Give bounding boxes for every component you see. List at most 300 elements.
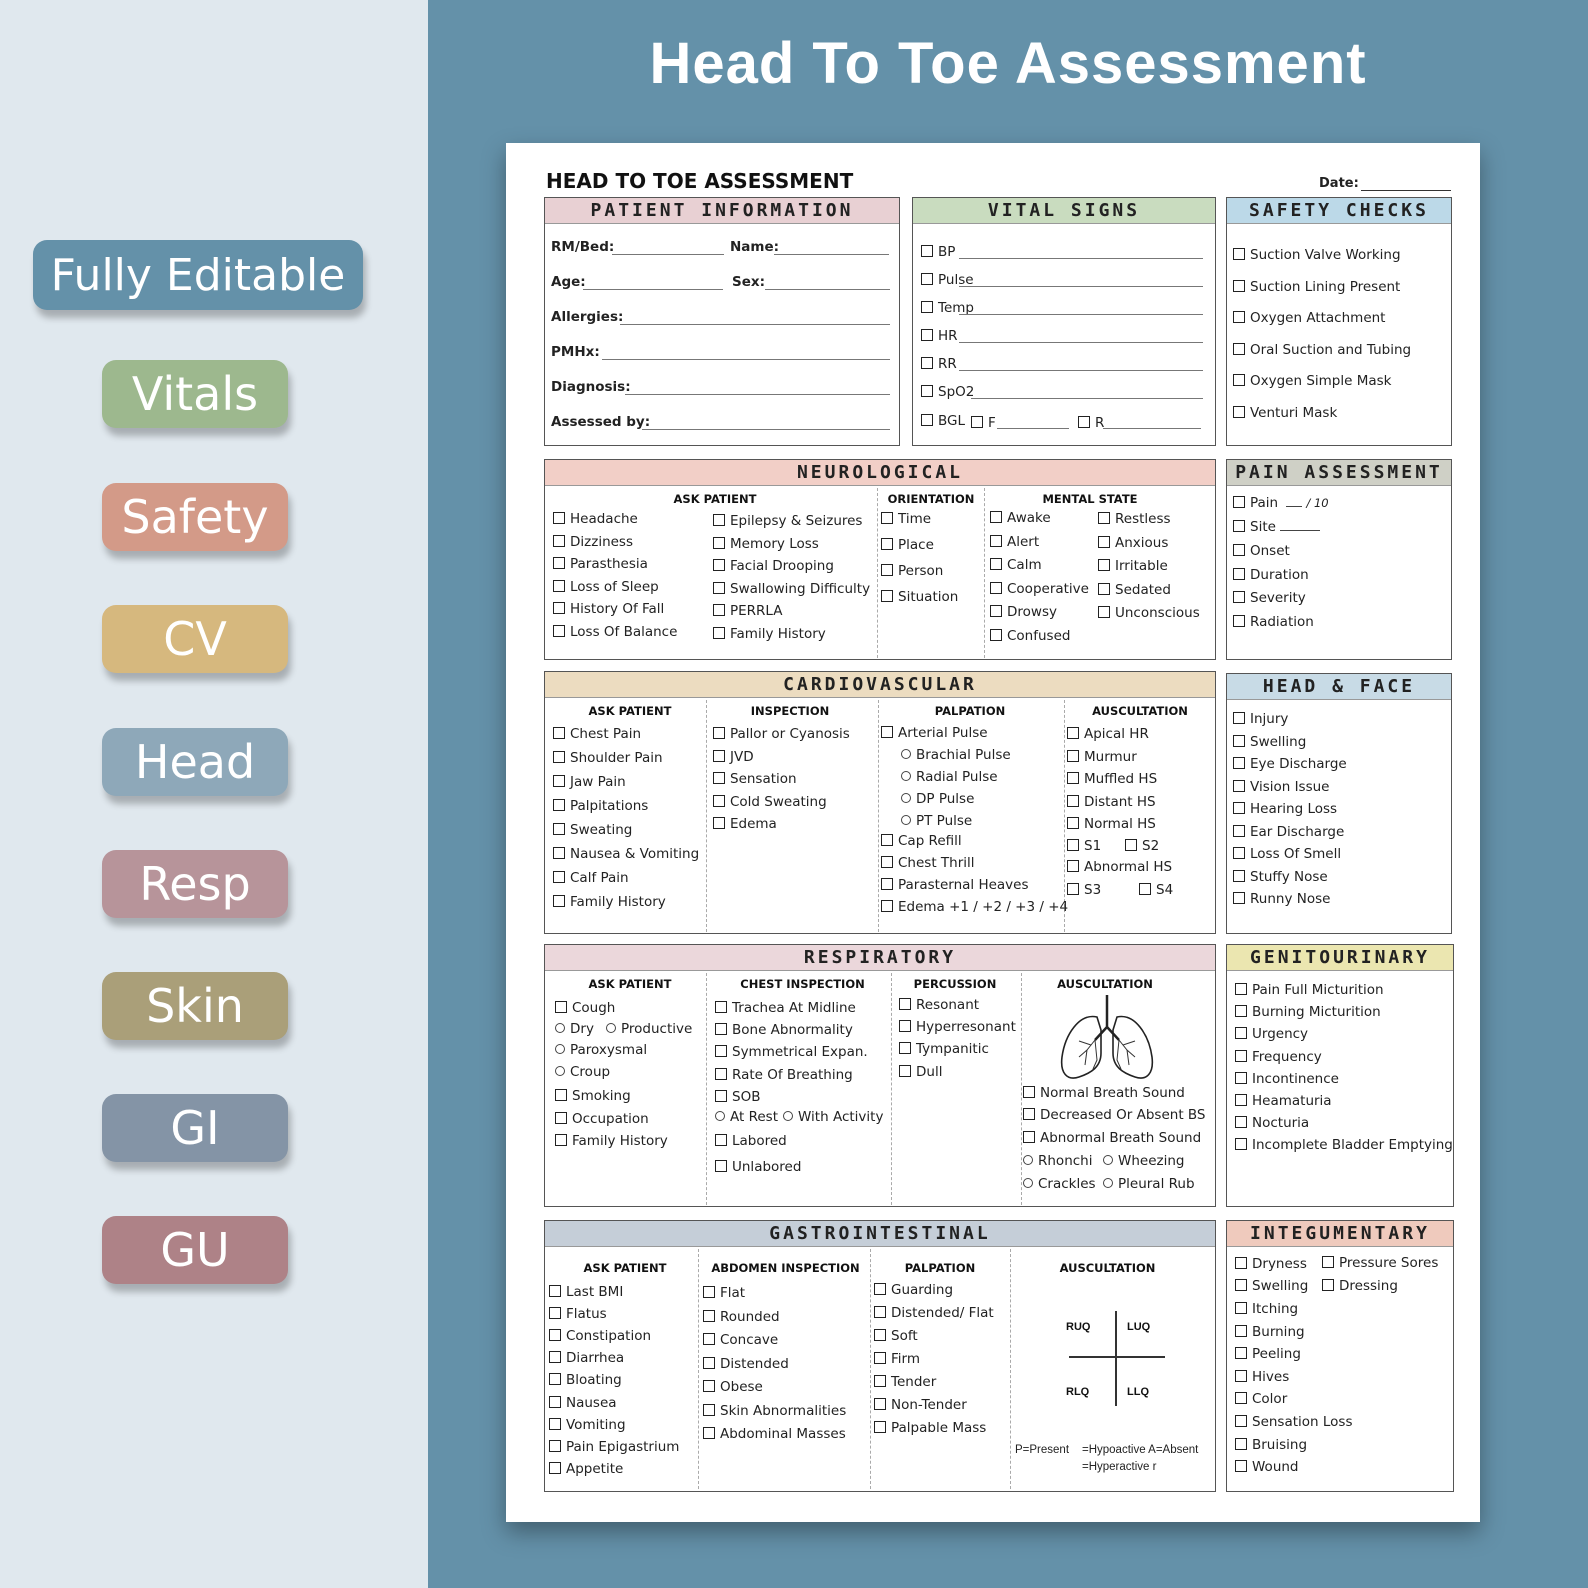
check-item-wheezing[interactable] [1103,1155,1184,1169]
check-item-muffled-hs[interactable] [1067,772,1157,787]
check-item-normal-hs[interactable] [1067,817,1156,832]
checkbox[interactable] [1233,248,1245,260]
checkbox[interactable] [921,301,933,313]
checkbox[interactable] [549,1440,561,1452]
checkbox[interactable] [874,1352,886,1364]
checkbox[interactable] [713,582,725,594]
check-item-dp-pulse[interactable] [901,793,974,807]
checkbox[interactable] [899,998,911,1010]
check-item-hearing-loss[interactable] [1233,802,1337,817]
checkbox[interactable] [553,823,565,835]
check-item-suction-valve-working[interactable] [1233,248,1401,263]
check-item-radiation[interactable] [1233,615,1314,630]
check-item-last-bmi[interactable] [549,1285,623,1300]
check-item-alert[interactable] [990,535,1039,550]
check-item-abnormal-breath-sound[interactable] [1023,1131,1201,1146]
check-item-duration[interactable] [1233,568,1309,583]
check-item-stuffy-nose[interactable] [1233,870,1328,885]
checkbox[interactable] [881,878,893,890]
check-item-pallor-or-cyanosis[interactable] [713,727,850,742]
vital-value-field[interactable] [1103,428,1201,429]
check-item-distended-flat[interactable] [874,1306,994,1321]
check-item-ear-discharge[interactable] [1233,825,1344,840]
checkbox[interactable] [1233,520,1245,532]
checkbox[interactable] [1067,839,1079,851]
checkbox[interactable] [899,1042,911,1054]
checkbox[interactable] [1235,1257,1247,1269]
checkbox[interactable] [1067,817,1079,829]
check-item-smoking[interactable] [555,1089,631,1104]
vital-value-field[interactable] [971,398,1203,399]
checkbox[interactable] [713,795,725,807]
check-item-family-history[interactable] [555,1134,668,1149]
check-item-venturi-mask[interactable] [1233,406,1337,421]
checkbox[interactable] [1067,860,1079,872]
checkbox[interactable] [553,871,565,883]
check-item-decreased-or-absent-bs[interactable] [1023,1108,1206,1123]
checkbox[interactable] [1235,1279,1247,1291]
checkbox[interactable] [553,512,565,524]
site-field[interactable] [1280,530,1320,531]
checkbox[interactable] [1235,1438,1247,1450]
checkbox[interactable] [713,727,725,739]
checkbox[interactable] [1233,496,1245,508]
check-item-palpitations[interactable] [553,799,648,814]
vital-value-field[interactable] [959,258,1203,259]
checkbox[interactable] [713,559,725,571]
check-item-murmur[interactable] [1067,750,1137,765]
checkbox[interactable] [713,817,725,829]
checkbox[interactable] [1233,892,1245,904]
checkbox[interactable] [553,625,565,637]
check-item-peeling[interactable] [1235,1347,1301,1362]
check-item-loss-of-balance[interactable] [553,625,677,640]
checkbox[interactable] [1235,1302,1247,1314]
checkbox[interactable] [990,558,1002,570]
checkbox[interactable] [1098,559,1110,571]
checkbox[interactable] [1233,311,1245,323]
name-field[interactable] [774,254,889,255]
check-item-wound[interactable] [1235,1460,1299,1475]
check-item-itching[interactable] [1235,1302,1298,1317]
check-item-soft[interactable] [874,1329,918,1344]
check-item-injury[interactable] [1233,712,1288,727]
radio-button[interactable] [715,1111,725,1121]
checkbox[interactable] [1235,1072,1247,1084]
check-item-non-tender[interactable] [874,1398,967,1413]
radio-button[interactable] [783,1111,793,1121]
check-item-epilepsy-seizures[interactable] [713,514,862,529]
check-item-rr[interactable] [921,357,957,372]
check-item-sweating[interactable] [553,823,632,838]
check-item-pain-epigastrium[interactable] [549,1440,679,1455]
checkbox[interactable] [713,514,725,526]
checkbox[interactable] [990,605,1002,617]
age-field[interactable] [583,289,723,290]
check-item-tympanitic[interactable] [899,1042,989,1057]
checkbox[interactable] [715,1001,727,1013]
checkbox[interactable] [713,772,725,784]
checkbox[interactable] [874,1306,886,1318]
checkbox[interactable] [1233,847,1245,859]
checkbox[interactable] [1098,606,1110,618]
check-item-unlabored[interactable] [715,1160,801,1175]
checkbox[interactable] [1098,536,1110,548]
checkbox[interactable] [1235,1138,1247,1150]
checkbox[interactable] [990,511,1002,523]
checkbox[interactable] [549,1329,561,1341]
checkbox[interactable] [553,727,565,739]
check-item-edema[interactable] [713,817,777,832]
check-item-irritable[interactable] [1098,559,1168,574]
check-item-f[interactable] [971,416,996,431]
checkbox[interactable] [1235,1347,1247,1359]
check-item-bruising[interactable] [1235,1438,1307,1453]
check-item-skin-abnormalities[interactable] [703,1404,846,1419]
checkbox[interactable] [874,1421,886,1433]
checkbox[interactable] [1235,1325,1247,1337]
radio-button[interactable] [555,1023,565,1033]
check-item-swelling[interactable] [1235,1279,1308,1294]
checkbox[interactable] [881,564,893,576]
check-item-trachea-at-midline[interactable] [715,1001,856,1016]
check-item-perrla[interactable] [713,604,783,619]
checkbox[interactable] [1233,374,1245,386]
check-item-oral-suction-and-tubing[interactable] [1233,343,1411,358]
checkbox[interactable] [1233,406,1245,418]
check-item-paroxysmal[interactable] [555,1044,647,1058]
sex-field[interactable] [765,289,890,290]
checkbox[interactable] [1233,735,1245,747]
pmhx-field[interactable] [602,359,890,360]
radio-button[interactable] [606,1023,616,1033]
check-item-memory-loss[interactable] [713,537,819,552]
checkbox[interactable] [553,895,565,907]
check-item-calm[interactable] [990,558,1042,573]
check-item-vision-issue[interactable] [1233,780,1330,795]
check-item-bp[interactable] [921,245,955,260]
check-item-cap-refill[interactable] [881,834,962,849]
check-item-vomiting[interactable] [549,1418,626,1433]
check-item-edema-1-2-3-4[interactable] [881,900,1068,915]
check-item-runny-nose[interactable] [1233,892,1330,907]
checkbox[interactable] [1322,1279,1334,1291]
checkbox[interactable] [1067,727,1079,739]
check-item-history-of-fall[interactable] [553,602,664,617]
checkbox[interactable] [553,602,565,614]
check-item-s1[interactable] [1067,839,1101,854]
check-item-spo2[interactable] [921,385,974,400]
check-item-flatus[interactable] [549,1307,607,1322]
check-item-hyperresonant[interactable] [899,1020,1016,1035]
rm-bed-field[interactable] [612,254,724,255]
check-item-rhonchi[interactable] [1023,1155,1092,1169]
check-item-person[interactable] [881,564,943,579]
radio-button[interactable] [901,815,911,825]
checkbox[interactable] [549,1462,561,1474]
checkbox[interactable] [1235,1005,1247,1017]
check-item-incomplete-bladder-emptying[interactable] [1235,1138,1453,1153]
checkbox[interactable] [1235,1392,1247,1404]
checkbox[interactable] [1233,544,1245,556]
checkbox[interactable] [874,1329,886,1341]
check-item-s4[interactable] [1139,883,1173,898]
check-item-labored[interactable] [715,1134,787,1149]
check-item-burning[interactable] [1235,1325,1305,1340]
check-item-symmetrical-expan-[interactable] [715,1045,868,1060]
check-item-swallowing-difficulty[interactable] [713,582,870,597]
checkbox[interactable] [553,775,565,787]
radio-button[interactable] [1103,1178,1113,1188]
check-item-oxygen-simple-mask[interactable] [1233,374,1392,389]
checkbox[interactable] [1233,712,1245,724]
check-item-chest-thrill[interactable] [881,856,975,871]
checkbox[interactable] [1125,839,1137,851]
check-item-diarrhea[interactable] [549,1351,624,1366]
check-item-parasthesia[interactable] [553,557,648,572]
check-item-jvd[interactable] [713,750,754,765]
check-item-crackles[interactable] [1023,1178,1096,1192]
check-item-nocturia[interactable] [1235,1116,1309,1131]
checkbox[interactable] [1235,1027,1247,1039]
date-field[interactable] [1319,176,1451,191]
checkbox[interactable] [1067,772,1079,784]
checkbox[interactable] [553,799,565,811]
check-item-calf-pain[interactable] [553,871,629,886]
check-item-drowsy[interactable] [990,605,1057,620]
check-item-shoulder-pain[interactable] [553,751,663,766]
checkbox[interactable] [553,557,565,569]
checkbox[interactable] [1067,750,1079,762]
checkbox[interactable] [990,629,1002,641]
check-item-distant-hs[interactable] [1067,795,1156,810]
check-item-pressure-sores[interactable] [1322,1256,1438,1271]
checkbox[interactable] [715,1090,727,1102]
check-item-place[interactable] [881,538,934,553]
checkbox[interactable] [1233,757,1245,769]
checkbox[interactable] [1233,802,1245,814]
checkbox[interactable] [1067,883,1079,895]
checkbox[interactable] [921,357,933,369]
check-item-hives[interactable] [1235,1370,1289,1385]
check-item-sob[interactable] [715,1090,760,1105]
checkbox[interactable] [703,1333,715,1345]
assessed-by-field[interactable] [642,429,890,430]
checkbox[interactable] [715,1045,727,1057]
checkbox[interactable] [549,1396,561,1408]
check-item-confused[interactable] [990,629,1070,644]
checkbox[interactable] [713,537,725,549]
checkbox[interactable] [1235,1370,1247,1382]
checkbox[interactable] [921,385,933,397]
diagnosis-field[interactable] [625,394,890,395]
check-item-arterial-pulse[interactable] [881,726,988,741]
check-item-rate-of-breathing[interactable] [715,1068,853,1083]
checkbox[interactable] [881,538,893,550]
checkbox[interactable] [881,856,893,868]
check-item-tender[interactable] [874,1375,936,1390]
checkbox[interactable] [703,1310,715,1322]
check-item-s2[interactable] [1125,839,1159,854]
check-item-firm[interactable] [874,1352,920,1367]
checkbox[interactable] [874,1398,886,1410]
checkbox[interactable] [715,1068,727,1080]
checkbox[interactable] [1233,780,1245,792]
check-item-parasternal-heaves[interactable] [881,878,1029,893]
check-item-anxious[interactable] [1098,536,1168,551]
check-item-swelling[interactable] [1233,735,1306,750]
check-item-onset[interactable] [1233,544,1290,559]
check-item-occupation[interactable] [555,1112,649,1127]
check-item-sensation[interactable] [713,772,797,787]
checkbox[interactable] [715,1134,727,1146]
checkbox[interactable] [715,1160,727,1172]
check-item-nausea-vomiting[interactable] [553,847,699,862]
check-item-color[interactable] [1235,1392,1287,1407]
checkbox[interactable] [1235,1415,1247,1427]
checkbox[interactable] [921,273,933,285]
check-item-palpable-mass[interactable] [874,1421,986,1436]
checkbox[interactable] [549,1418,561,1430]
check-item-heamaturia[interactable] [1235,1094,1332,1109]
vital-value-field[interactable] [959,286,1203,287]
check-item-oxygen-attachment[interactable] [1233,311,1385,326]
check-item-headache[interactable] [553,512,638,527]
checkbox[interactable] [881,512,893,524]
check-item-at-rest[interactable] [715,1111,778,1125]
check-item-dry[interactable] [555,1023,594,1037]
checkbox[interactable] [713,627,725,639]
checkbox[interactable] [555,1001,567,1013]
checkbox[interactable] [1235,1116,1247,1128]
checkbox[interactable] [703,1357,715,1369]
check-item-nausea[interactable] [549,1396,617,1411]
checkbox[interactable] [881,726,893,738]
checkbox[interactable] [899,1065,911,1077]
checkbox[interactable] [1233,615,1245,627]
checkbox[interactable] [1023,1108,1035,1120]
checkbox[interactable] [921,414,933,426]
checkbox[interactable] [555,1134,567,1146]
radio-button[interactable] [1023,1155,1033,1165]
check-item-pain-full-micturition[interactable] [1235,983,1384,998]
check-item-resonant[interactable] [899,998,979,1013]
check-item-guarding[interactable] [874,1283,953,1298]
checkbox[interactable] [1067,795,1079,807]
pain-score-item[interactable] [1233,496,1329,511]
radio-button[interactable] [1103,1155,1113,1165]
check-item-dressing[interactable] [1322,1279,1398,1294]
checkbox[interactable] [549,1373,561,1385]
check-item-severity[interactable] [1233,591,1306,606]
checkbox[interactable] [990,535,1002,547]
check-item-abnormal-hs[interactable] [1067,860,1172,875]
checkbox[interactable] [1098,512,1110,524]
check-item-concave[interactable] [703,1333,778,1348]
check-item-bone-abnormality[interactable] [715,1023,853,1038]
checkbox[interactable] [713,604,725,616]
checkbox[interactable] [703,1404,715,1416]
checkbox[interactable] [1235,1460,1247,1472]
check-item-situation[interactable] [881,590,958,605]
radio-button[interactable] [901,749,911,759]
checkbox[interactable] [1139,883,1151,895]
radio-button[interactable] [1023,1178,1033,1188]
check-item-suction-lining-present[interactable] [1233,280,1400,295]
check-item-normal-breath-sound[interactable] [1023,1086,1185,1101]
check-item-pleural-rub[interactable] [1103,1178,1195,1192]
check-item-pt-pulse[interactable] [901,815,972,829]
check-item-awake[interactable] [990,511,1051,526]
check-item-loss-of-smell[interactable] [1233,847,1341,862]
checkbox[interactable] [703,1427,715,1439]
checkbox[interactable] [555,1089,567,1101]
checkbox[interactable] [1235,1050,1247,1062]
checkbox[interactable] [1023,1131,1035,1143]
check-item-apical-hr[interactable] [1067,727,1149,742]
check-item-sedated[interactable] [1098,583,1171,598]
check-item-frequency[interactable] [1235,1050,1322,1065]
check-item-family-history[interactable] [713,627,826,642]
check-item-chest-pain[interactable] [553,727,641,742]
check-item-rounded[interactable] [703,1310,780,1325]
check-item-restless[interactable] [1098,512,1171,527]
checkbox[interactable] [1233,870,1245,882]
check-item-hr[interactable] [921,329,958,344]
check-item-family-history[interactable] [553,895,666,910]
checkbox[interactable] [899,1020,911,1032]
checkbox[interactable] [1235,1094,1247,1106]
checkbox[interactable] [553,751,565,763]
check-item-cough[interactable] [555,1001,615,1016]
check-item-distended[interactable] [703,1357,789,1372]
checkbox[interactable] [549,1307,561,1319]
checkbox[interactable] [1098,583,1110,595]
checkbox[interactable] [874,1375,886,1387]
check-item-abdominal-masses[interactable] [703,1427,846,1442]
checkbox[interactable] [703,1286,715,1298]
check-item-cooperative[interactable] [990,582,1089,597]
check-item-eye-discharge[interactable] [1233,757,1347,772]
check-item-obese[interactable] [703,1380,763,1395]
check-item-r[interactable] [1078,416,1104,431]
check-item-time[interactable] [881,512,931,527]
check-item-incontinence[interactable] [1235,1072,1339,1087]
check-item-urgency[interactable] [1235,1027,1308,1042]
checkbox[interactable] [881,900,893,912]
check-item-dryness[interactable] [1235,1257,1307,1272]
check-item-jaw-pain[interactable] [553,775,626,790]
checkbox[interactable] [1078,416,1090,428]
vital-value-field[interactable] [959,314,1203,315]
pain-score-field[interactable] [1286,506,1302,507]
checkbox[interactable] [1235,983,1247,995]
check-item-with-activity[interactable] [783,1111,883,1125]
checkbox[interactable] [1233,343,1245,355]
checkbox[interactable] [874,1283,886,1295]
allergies-field[interactable] [620,324,890,325]
check-item-bgl[interactable] [921,414,965,429]
checkbox[interactable] [555,1112,567,1124]
checkbox[interactable] [549,1351,561,1363]
checkbox[interactable] [1023,1086,1035,1098]
checkbox[interactable] [553,847,565,859]
check-item-facial-drooping[interactable] [713,559,834,574]
check-item-flat[interactable] [703,1286,745,1301]
radio-button[interactable] [555,1044,565,1054]
radio-button[interactable] [555,1066,565,1076]
checkbox[interactable] [921,329,933,341]
